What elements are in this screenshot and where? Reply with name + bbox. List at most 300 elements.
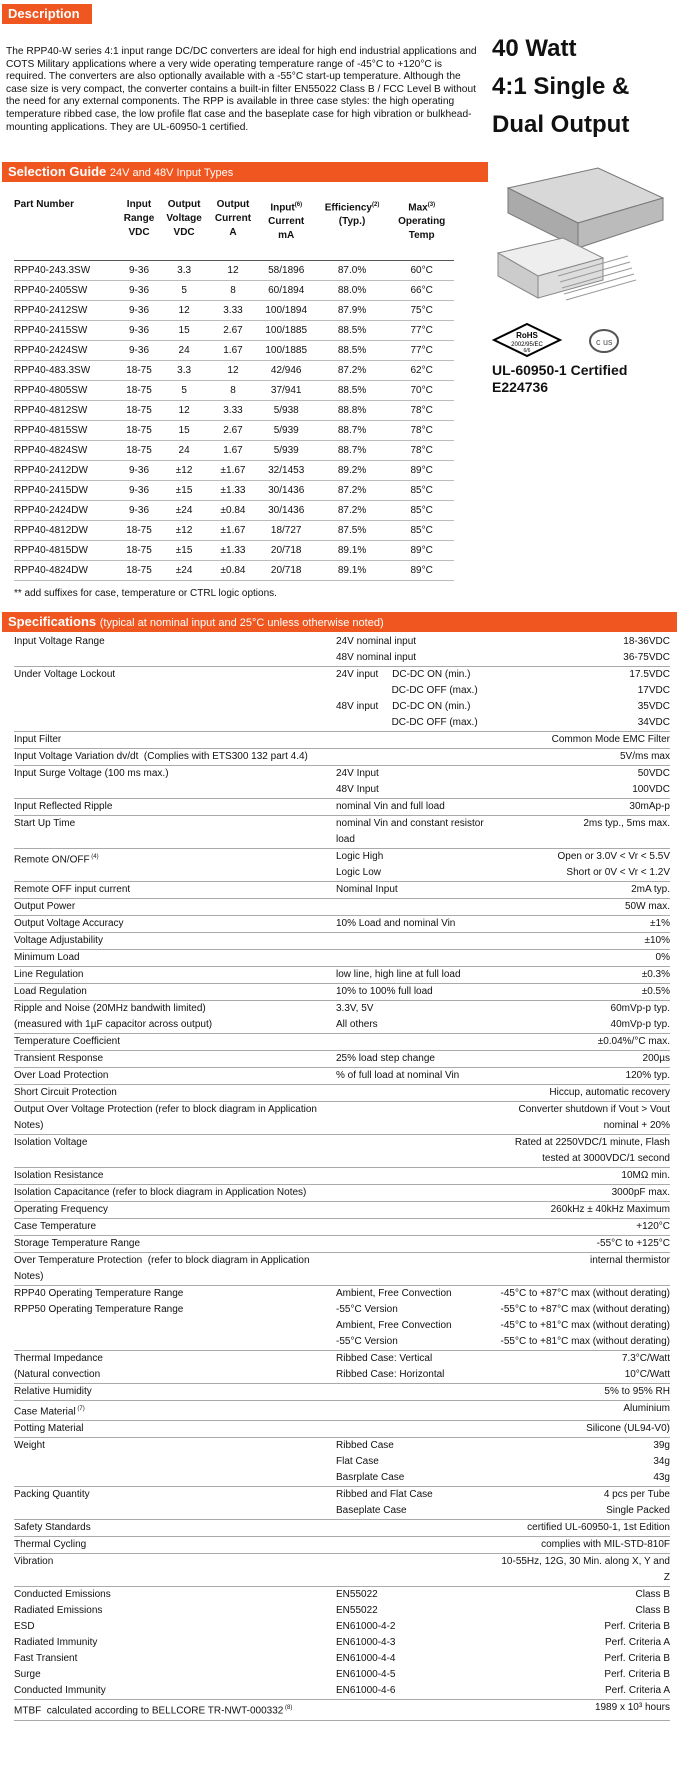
table-row — [14, 381, 454, 401]
table-cell: 60°C — [389, 261, 454, 281]
spec-cell: Under Voltage Lockout — [14, 667, 336, 732]
svg-text:RoHS: RoHS — [516, 331, 538, 340]
table-cell: 15 — [160, 321, 208, 341]
spec-row — [14, 984, 670, 1001]
selection-table — [14, 198, 454, 581]
table-cell: RPP40-2415DW — [14, 481, 118, 501]
table-cell: 89°C — [389, 561, 454, 581]
spec-cell: Aluminium — [496, 1401, 670, 1421]
spec-row — [14, 950, 670, 967]
spec-cell: Ribbed Case Flat Case Basrplate Case — [336, 1438, 496, 1487]
spec-cell: 4 pcs per Tube Single Packed — [496, 1487, 670, 1520]
table-cell: 88.8% — [315, 401, 390, 421]
spec-cell — [336, 1520, 496, 1537]
spec-row — [14, 1401, 670, 1421]
table-cell: 78°C — [389, 421, 454, 441]
table-cell: 77°C — [389, 321, 454, 341]
table-cell: RPP40-4812DW — [14, 521, 118, 541]
table-cell: 89.1% — [315, 541, 390, 561]
table-cell: 20/718 — [258, 541, 315, 561]
table-row — [14, 461, 454, 481]
spec-cell — [336, 1401, 496, 1421]
spec-row — [14, 634, 670, 667]
spec-cell: Ribbed Case: Vertical Ribbed Case: Horizontal — [336, 1351, 496, 1384]
table-cell: 18-75 — [118, 521, 160, 541]
table-cell: 88.5% — [315, 321, 390, 341]
table-cell: 18-75 — [118, 381, 160, 401]
spec-cell — [336, 933, 496, 950]
table-cell: 87.5% — [315, 521, 390, 541]
spec-row — [14, 1068, 670, 1085]
table-cell: 3.33 — [208, 301, 257, 321]
table-cell: RPP40-4805SW — [14, 381, 118, 401]
spec-cell: EN55022 EN55022 EN61000-4-2 EN61000-4-3 EN61000-4-4 EN61000-4-5 EN61000-4-6 — [336, 1587, 496, 1700]
spec-row — [14, 1587, 670, 1700]
table-cell: 3.3 — [160, 361, 208, 381]
table-cell: 24 — [160, 341, 208, 361]
table-row — [14, 401, 454, 421]
table-cell: ±1.33 — [208, 541, 257, 561]
selection-note: ** add suffixes for case, temperature or CTRL logic options. — [14, 588, 277, 599]
spec-row — [14, 882, 670, 899]
table-row — [14, 341, 454, 361]
table-cell: 75°C — [389, 301, 454, 321]
spec-cell: MTBF calculated according to BELLCORE TR-NWT-000332 $^{(8)}$ — [14, 1700, 336, 1720]
table-cell: 87.2% — [315, 361, 390, 381]
spec-row — [14, 1185, 670, 1202]
spec-cell: 3000pF max. — [496, 1185, 670, 1202]
spec-row — [14, 1438, 670, 1487]
ul-certification — [492, 362, 627, 396]
spec-cell: Thermal Impedance (Natural convection — [14, 1351, 336, 1384]
spec-cell: +120°C — [496, 1219, 670, 1236]
table-cell: 18-75 — [118, 561, 160, 581]
table-cell: 12 — [208, 261, 257, 281]
spec-cell — [336, 732, 496, 749]
table-cell: 85°C — [389, 501, 454, 521]
table-cell: RPP40-2424SW — [14, 341, 118, 361]
table-cell: 9-36 — [118, 321, 160, 341]
table-cell: 18/727 — [258, 521, 315, 541]
table-cell: ±1.33 — [208, 481, 257, 501]
spec-cell: Minimum Load — [14, 950, 336, 967]
table-row — [14, 481, 454, 501]
spec-cell: Input Reflected Ripple — [14, 799, 336, 816]
spec-cell: Output Voltage Accuracy — [14, 916, 336, 933]
table-row — [14, 561, 454, 581]
spec-row — [14, 816, 670, 849]
spec-cell: 18-36VDC 36-75VDC — [496, 634, 670, 667]
product-title — [492, 30, 672, 144]
spec-cell: 200µs — [496, 1051, 670, 1068]
table-cell: ±0.84 — [208, 501, 257, 521]
table-cell: 88.5% — [315, 341, 390, 361]
spec-cell: Ambient, Free Convection -55°C Version Ambient, Free Convection -55°C Version — [336, 1286, 496, 1351]
table-cell: 66°C — [389, 281, 454, 301]
spec-cell: 2mA typ. — [496, 882, 670, 899]
spec-cell: Silicone (UL94-V0) — [496, 1421, 670, 1438]
spec-cell: 2ms typ., 5ms max. — [496, 816, 670, 849]
spec-cell — [336, 1236, 496, 1253]
spec-row — [14, 1135, 670, 1168]
spec-cell: RPP40 Operating Temperature Range RPP50 Operating Temperature Range — [14, 1286, 336, 1351]
table-cell: RPP40-2412SW — [14, 301, 118, 321]
table-cell: RPP40-2424DW — [14, 501, 118, 521]
table-cell: 89°C — [389, 461, 454, 481]
table-row — [14, 441, 454, 461]
spec-row — [14, 1554, 670, 1587]
spec-cell — [336, 1102, 496, 1135]
table-cell: 77°C — [389, 341, 454, 361]
spec-row — [14, 1001, 670, 1034]
cert-line-2: E224736 — [492, 379, 549, 395]
spec-cell: Open or 3.0V < Vr < 5.5V Short or 0V < Vr < 1.2V — [496, 849, 670, 882]
spec-cell: -45°C to +87°C max (without derating) -55°C to +87°C max (without derating) -45°C to +81°C max (without derating) -55°C to +81°C max (without derating) — [496, 1286, 670, 1351]
table-cell: 88.5% — [315, 381, 390, 401]
spec-row — [14, 667, 670, 732]
table-cell: 5/939 — [258, 421, 315, 441]
table-row — [14, 501, 454, 521]
selection-column-header: Output Current A — [214, 199, 252, 238]
spec-cell: ±0.3% — [496, 967, 670, 984]
table-cell: 100/1885 — [258, 321, 315, 341]
table-cell: 5 — [160, 381, 208, 401]
spec-cell — [336, 1537, 496, 1554]
spec-cell: Input Voltage Variation dv/dt (Complies with ETS300 132 part 4.4) — [14, 749, 336, 766]
spec-cell — [336, 899, 496, 916]
spec-cell: Line Regulation — [14, 967, 336, 984]
selection-column-header: Efficiency$^{(2)}$ (Typ.) — [324, 202, 380, 228]
spec-cell: Case Material $^{(7)}$ — [14, 1401, 336, 1421]
selection-column-header: Input Range VDC — [123, 199, 155, 238]
spec-cell: Isolation Voltage — [14, 1135, 336, 1168]
spec-cell: 260kHz ± 40kHz Maximum — [496, 1202, 670, 1219]
selection-column-header: Input$^{(6)}$ Current mA — [268, 202, 305, 242]
spec-row — [14, 916, 670, 933]
spec-cell: ±10% — [496, 933, 670, 950]
table-row — [14, 281, 454, 301]
spec-row — [14, 1168, 670, 1185]
table-row — [14, 421, 454, 441]
spec-row — [14, 732, 670, 749]
spec-cell: Start Up Time — [14, 816, 336, 849]
spec-cell: certified UL-60950-1, 1st Edition — [496, 1520, 670, 1537]
spec-cell: Remote OFF input current — [14, 882, 336, 899]
table-cell: 24 — [160, 441, 208, 461]
spec-cell: complies with MIL-STD-810F — [496, 1537, 670, 1554]
table-cell: RPP40-243.3SW — [14, 261, 118, 281]
spec-cell: Operating Frequency — [14, 1202, 336, 1219]
spec-cell: nominal Vin and full load — [336, 799, 496, 816]
spec-row — [14, 1286, 670, 1351]
spec-cell: Output Over Voltage Protection (refer to block diagram in Application Notes) — [14, 1102, 336, 1135]
table-cell: RPP40-4815DW — [14, 541, 118, 561]
table-cell: ±12 — [160, 461, 208, 481]
spec-cell: Isolation Resistance — [14, 1168, 336, 1185]
table-cell: ±12 — [160, 521, 208, 541]
table-cell: 5/939 — [258, 441, 315, 461]
table-cell: RPP40-4812SW — [14, 401, 118, 421]
table-cell: 32/1453 — [258, 461, 315, 481]
spec-cell: 30mAp-p — [496, 799, 670, 816]
table-cell: RPP40-4824SW — [14, 441, 118, 461]
table-cell: 85°C — [389, 481, 454, 501]
spec-cell — [336, 1168, 496, 1185]
table-cell: 9-36 — [118, 461, 160, 481]
spec-cell: Thermal Cycling — [14, 1537, 336, 1554]
spec-cell: ±1% — [496, 916, 670, 933]
spec-cell: Rated at 2250VDC/1 minute, Flash tested at 3000VDC/1 second — [496, 1135, 670, 1168]
svg-text:c us: c us — [596, 337, 613, 347]
table-cell: 89.2% — [315, 461, 390, 481]
selection-guide-header: Selection Guide 24V and 48V Input Types — [2, 162, 488, 182]
spec-cell: Isolation Capacitance (refer to block diagram in Application Notes) — [14, 1185, 336, 1202]
table-cell: RPP40-2415SW — [14, 321, 118, 341]
table-row — [14, 321, 454, 341]
spec-cell: 17.5VDC 17VDC 35VDC 34VDC — [496, 667, 670, 732]
spec-cell: Vibration — [14, 1554, 336, 1587]
spec-cell: 25% load step change — [336, 1051, 496, 1068]
table-cell: ±0.84 — [208, 561, 257, 581]
spec-cell: 50VDC 100VDC — [496, 766, 670, 799]
table-cell: 9-36 — [118, 301, 160, 321]
table-cell: 89°C — [389, 541, 454, 561]
title-line-1: 40 Watt — [492, 35, 577, 62]
spec-cell: ±0.04%/°C max. — [496, 1034, 670, 1051]
spec-row — [14, 1253, 670, 1286]
table-cell: 12 — [160, 301, 208, 321]
table-cell: 5/938 — [258, 401, 315, 421]
spec-cell: Common Mode EMC Filter — [496, 732, 670, 749]
spec-cell: 3.3V, 5V All others — [336, 1001, 496, 1034]
spec-cell: 10MΩ min. — [496, 1168, 670, 1185]
table-cell: 18-75 — [118, 361, 160, 381]
table-cell: 3.3 — [160, 261, 208, 281]
table-cell: 8 — [208, 381, 257, 401]
spec-cell — [336, 1202, 496, 1219]
table-cell: 88.0% — [315, 281, 390, 301]
spec-cell: 1989 x 10³ hours — [496, 1700, 670, 1720]
table-cell: 1.67 — [208, 441, 257, 461]
spec-row — [14, 899, 670, 916]
cert-line-1: UL-60950-1 Certified — [492, 362, 628, 378]
spec-cell: Input Surge Voltage (100 ms max.) — [14, 766, 336, 799]
table-cell: ±15 — [160, 541, 208, 561]
table-cell: 88.7% — [315, 421, 390, 441]
table-cell: 9-36 — [118, 281, 160, 301]
specifications-table — [14, 634, 670, 1721]
spec-cell — [336, 749, 496, 766]
table-cell: ±15 — [160, 481, 208, 501]
table-cell: ±24 — [160, 501, 208, 521]
spec-cell: Voltage Adjustability — [14, 933, 336, 950]
spec-cell: Nominal Input — [336, 882, 496, 899]
spec-cell: Potting Material — [14, 1421, 336, 1438]
spec-cell: % of full load at nominal Vin — [336, 1068, 496, 1085]
spec-cell: Hiccup, automatic recovery — [496, 1085, 670, 1102]
spec-cell — [336, 1700, 496, 1720]
table-cell: RPP40-483.3SW — [14, 361, 118, 381]
spec-row — [14, 933, 670, 950]
table-cell: RPP40-4824DW — [14, 561, 118, 581]
spec-cell: -55°C to +125°C — [496, 1236, 670, 1253]
rohs-logo — [492, 322, 662, 358]
table-cell: 12 — [208, 361, 257, 381]
spec-row — [14, 967, 670, 984]
spec-row — [14, 1236, 670, 1253]
table-cell: 12 — [160, 401, 208, 421]
spec-cell: Ripple and Noise (20MHz bandwith limited) (measured with 1µF capacitor across output) — [14, 1001, 336, 1034]
table-cell: 85°C — [389, 521, 454, 541]
table-row — [14, 301, 454, 321]
spec-cell: Relative Humidity — [14, 1384, 336, 1401]
spec-cell: Over Load Protection — [14, 1068, 336, 1085]
svg-text:6/6: 6/6 — [523, 348, 531, 354]
spec-cell — [336, 1554, 496, 1587]
spec-row — [14, 1051, 670, 1068]
table-cell: 87.2% — [315, 481, 390, 501]
spec-cell: Conducted Emissions Radiated Emissions ESD Radiated Immunity Fast Transient Surge Conducted Immunity — [14, 1587, 336, 1700]
table-cell: ±1.67 — [208, 521, 257, 541]
spec-cell: 10-55Hz, 12G, 30 Min. along X, Y and Z — [496, 1554, 670, 1587]
table-cell: 87.0% — [315, 261, 390, 281]
spec-cell — [336, 950, 496, 967]
table-cell: 58/1896 — [258, 261, 315, 281]
table-cell: 100/1894 — [258, 301, 315, 321]
table-cell: 20/718 — [258, 561, 315, 581]
spec-cell: Logic High Logic Low — [336, 849, 496, 882]
spec-cell — [336, 1085, 496, 1102]
selection-column-header: Output Voltage VDC — [166, 199, 202, 238]
spec-cell — [336, 1185, 496, 1202]
table-cell: 5 — [160, 281, 208, 301]
spec-cell: 10% to 100% full load — [336, 984, 496, 1001]
description-header: Description — [2, 4, 92, 24]
spec-cell: Class B Class B Perf. Criteria B Perf. Criteria A Perf. Criteria B Perf. Criteria B Perf. Criteria A — [496, 1587, 670, 1700]
svg-text:2002/95/EC: 2002/95/EC — [511, 342, 543, 348]
spec-row — [14, 1421, 670, 1438]
spec-row — [14, 1219, 670, 1236]
spec-cell: 60mVp-p typ. 40mVp-p typ. — [496, 1001, 670, 1034]
spec-cell: Case Temperature — [14, 1219, 336, 1236]
spec-cell: Remote ON/OFF $^{(4)}$ — [14, 849, 336, 882]
table-cell: 70°C — [389, 381, 454, 401]
table-cell: 87.2% — [315, 501, 390, 521]
table-cell: 37/941 — [258, 381, 315, 401]
spec-cell: 120% typ. — [496, 1068, 670, 1085]
spec-row — [14, 1085, 670, 1102]
spec-cell: 24V nominal input 48V nominal input — [336, 634, 496, 667]
spec-cell: 5% to 95% RH — [496, 1384, 670, 1401]
spec-cell: 50W max. — [496, 899, 670, 916]
title-line-3: Dual Output — [492, 111, 630, 138]
table-cell: 42/946 — [258, 361, 315, 381]
table-cell: 3.33 — [208, 401, 257, 421]
spec-cell: Safety Standards — [14, 1520, 336, 1537]
spec-row — [14, 1537, 670, 1554]
spec-row — [14, 749, 670, 766]
spec-cell: Over Temperature Protection (refer to block diagram in Application Notes) — [14, 1253, 336, 1286]
spec-cell: 7.3°C/Watt 10°C/Watt — [496, 1351, 670, 1384]
spec-cell: Converter shutdown if Vout > Vout nominal + 20% — [496, 1102, 670, 1135]
spec-cell: internal thermistor — [496, 1253, 670, 1286]
table-cell: 8 — [208, 281, 257, 301]
spec-cell: Output Power — [14, 899, 336, 916]
product-photo — [488, 158, 668, 318]
spec-cell: Ribbed and Flat Case Baseplate Case — [336, 1487, 496, 1520]
table-cell: 62°C — [389, 361, 454, 381]
spec-cell: nominal Vin and constant resistor load — [336, 816, 496, 849]
table-cell: 30/1436 — [258, 481, 315, 501]
table-cell: 2.67 — [208, 321, 257, 341]
table-cell: 9-36 — [118, 481, 160, 501]
spec-cell — [336, 1253, 496, 1286]
table-cell: 60/1894 — [258, 281, 315, 301]
specifications-header: Specifications (typical at nominal input and 25°C unless otherwise noted) — [2, 612, 677, 632]
table-cell: 30/1436 — [258, 501, 315, 521]
spec-cell: Input Voltage Range — [14, 634, 336, 667]
spec-cell: Weight — [14, 1438, 336, 1487]
table-cell: 1.67 — [208, 341, 257, 361]
spec-cell: Input Filter — [14, 732, 336, 749]
spec-cell: 0% — [496, 950, 670, 967]
description-text: The RPP40-W series 4:1 input range DC/DC converters are ideal for high end industrial applications and COTS Military applications where a very wide operating temperature range of -45°C to +120°C is required. The converters are also optionally available with a -55°C start-up temperature. Although the case size is very compact, the converter contains a built-in filter EN55022 Class B / FCC Level B without the need for any external components. The RPP is available in three case styles: the high operating temperature ribbed case, the low profile flat case and the baseplate case for high vibration or bulkhead-mounting applications. They are UL-60950-1 certified. — [6, 46, 477, 133]
table-cell: 18-75 — [118, 401, 160, 421]
table-cell: RPP40-4815SW — [14, 421, 118, 441]
table-cell: 2.67 — [208, 421, 257, 441]
spec-cell: Temperature Coefficient — [14, 1034, 336, 1051]
table-cell: RPP40-2405SW — [14, 281, 118, 301]
table-cell: RPP40-2412DW — [14, 461, 118, 481]
spec-cell: Short Circuit Protection — [14, 1085, 336, 1102]
table-cell: 88.7% — [315, 441, 390, 461]
title-line-2: 4:1 Single & — [492, 73, 630, 100]
spec-row — [14, 799, 670, 816]
table-row — [14, 361, 454, 381]
spec-row — [14, 1102, 670, 1135]
table-cell: 78°C — [389, 441, 454, 461]
selection-column-header: Max$^{(3)}$ Operating Temp — [398, 202, 446, 242]
table-cell: 78°C — [389, 401, 454, 421]
table-cell: 9-36 — [118, 501, 160, 521]
table-cell: 9-36 — [118, 261, 160, 281]
spec-row — [14, 849, 670, 882]
table-cell: 18-75 — [118, 541, 160, 561]
spec-cell: low line, high line at full load — [336, 967, 496, 984]
spec-row — [14, 1487, 670, 1520]
spec-cell: 10% Load and nominal Vin — [336, 916, 496, 933]
spec-cell — [336, 1421, 496, 1438]
spec-cell — [336, 1219, 496, 1236]
table-cell: ±24 — [160, 561, 208, 581]
spec-cell: Packing Quantity — [14, 1487, 336, 1520]
spec-row — [14, 1384, 670, 1401]
spec-cell: Storage Temperature Range — [14, 1236, 336, 1253]
spec-row — [14, 1520, 670, 1537]
spec-cell — [336, 1135, 496, 1168]
spec-cell: Load Regulation — [14, 984, 336, 1001]
spec-cell: ±0.5% — [496, 984, 670, 1001]
spec-cell: 24V Input 48V Input — [336, 766, 496, 799]
table-cell: ±1.67 — [208, 461, 257, 481]
spec-cell — [336, 1384, 496, 1401]
table-row — [14, 521, 454, 541]
table-cell: 18-75 — [118, 441, 160, 461]
spec-cell: 24V input DC-DC ON (min.) DC-DC OFF (max.) 48V input DC-DC ON (min.) DC-DC OFF (max.) — [336, 667, 496, 732]
table-row — [14, 261, 454, 281]
spec-row — [14, 1351, 670, 1384]
table-cell: 89.1% — [315, 561, 390, 581]
